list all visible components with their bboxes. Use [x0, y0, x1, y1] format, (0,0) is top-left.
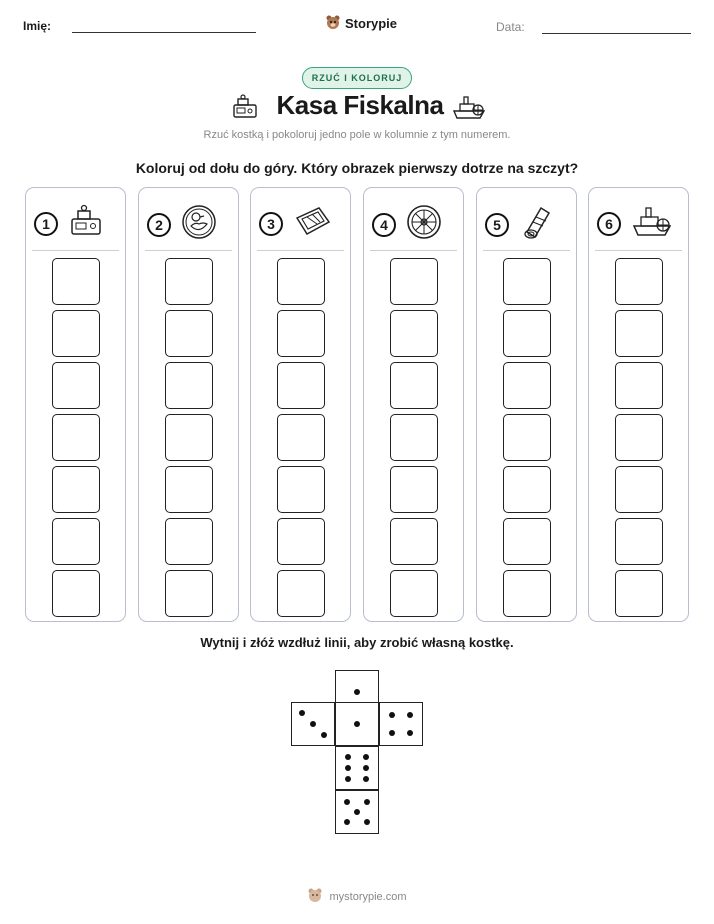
- color-cell[interactable]: [52, 362, 100, 409]
- footer: [0, 887, 714, 906]
- pip: [299, 710, 305, 716]
- pip: [310, 721, 316, 727]
- wheel-icon: [406, 204, 442, 245]
- bear-mascot-icon: [307, 887, 323, 906]
- color-cell[interactable]: [165, 362, 213, 409]
- column-header: [147, 204, 217, 245]
- pip: [363, 754, 369, 760]
- pip: [354, 809, 360, 815]
- die-face-right[interactable]: [379, 702, 423, 746]
- name-label: Imię:: [23, 19, 52, 33]
- pip: [364, 799, 370, 805]
- name-line[interactable]: [72, 32, 256, 33]
- column-header: [597, 204, 673, 243]
- color-cell[interactable]: [277, 414, 325, 461]
- bear-mascot-icon: [325, 14, 341, 33]
- pip: [354, 689, 360, 695]
- color-cell[interactable]: [277, 466, 325, 513]
- pip: [354, 721, 360, 727]
- column-header: [259, 204, 333, 243]
- column-header: [34, 204, 104, 243]
- column-2: [138, 187, 239, 622]
- steamboat-icon: [631, 204, 673, 243]
- color-cell[interactable]: [503, 570, 551, 617]
- pip: [345, 754, 351, 760]
- pip: [363, 765, 369, 771]
- column-1: [25, 187, 126, 622]
- column-number: 4: [372, 213, 396, 237]
- color-cell[interactable]: [52, 518, 100, 565]
- color-cell[interactable]: [615, 570, 663, 617]
- color-cell[interactable]: [277, 310, 325, 357]
- cash-register-icon: [231, 94, 259, 125]
- color-cell[interactable]: [165, 466, 213, 513]
- pip: [407, 730, 413, 736]
- column-divider: [370, 250, 457, 251]
- color-cell[interactable]: [277, 258, 325, 305]
- color-cell[interactable]: [52, 414, 100, 461]
- footer-url[interactable]: mystorypie.com: [329, 890, 407, 903]
- cash-register-icon: [68, 204, 104, 243]
- die-face-bottom-1[interactable]: [335, 746, 379, 790]
- color-cell[interactable]: [390, 362, 438, 409]
- column-4: [363, 187, 464, 622]
- column-divider: [145, 250, 232, 251]
- paper-roll-icon: [519, 204, 553, 245]
- column-number: 3: [259, 212, 283, 236]
- color-cell[interactable]: [503, 362, 551, 409]
- pip: [363, 776, 369, 782]
- activity-badge: RZUĆ I KOLORUJ: [302, 67, 412, 89]
- color-cell[interactable]: [615, 258, 663, 305]
- color-cell[interactable]: [52, 466, 100, 513]
- column-5: [476, 187, 577, 622]
- pip: [389, 730, 395, 736]
- color-cell[interactable]: [503, 414, 551, 461]
- column-header: [485, 204, 553, 245]
- steamboat-icon: [452, 93, 486, 126]
- color-cell[interactable]: [165, 414, 213, 461]
- color-cell[interactable]: [52, 258, 100, 305]
- color-cell[interactable]: [52, 310, 100, 357]
- column-divider: [483, 250, 570, 251]
- color-cell[interactable]: [503, 310, 551, 357]
- brand-name: Storypie: [345, 16, 398, 31]
- color-cell[interactable]: [390, 518, 438, 565]
- column-number: 2: [147, 213, 171, 237]
- color-cell[interactable]: [52, 570, 100, 617]
- color-cell[interactable]: [615, 466, 663, 513]
- page-title: Kasa Fiskalna: [276, 90, 444, 120]
- die-face-left[interactable]: [291, 702, 335, 746]
- column-number: 1: [34, 212, 58, 236]
- column-header: [372, 204, 442, 245]
- pip: [344, 819, 350, 825]
- color-cell[interactable]: [390, 310, 438, 357]
- column-divider: [595, 250, 682, 251]
- pip: [345, 776, 351, 782]
- column-6: [588, 187, 689, 622]
- color-cell[interactable]: [390, 570, 438, 617]
- money-tray-icon: [293, 204, 333, 243]
- pip: [321, 732, 327, 738]
- pip: [407, 712, 413, 718]
- color-cell[interactable]: [390, 414, 438, 461]
- pip: [364, 819, 370, 825]
- column-number: 5: [485, 213, 509, 237]
- date-label: Data:: [496, 20, 525, 34]
- color-cell[interactable]: [503, 518, 551, 565]
- duck-coin-icon: [181, 204, 217, 245]
- color-cell[interactable]: [615, 362, 663, 409]
- color-cell[interactable]: [165, 310, 213, 357]
- column-divider: [257, 250, 344, 251]
- column-divider: [32, 250, 119, 251]
- color-cell[interactable]: [390, 466, 438, 513]
- color-cell[interactable]: [615, 518, 663, 565]
- instruction: Koloruj od dołu do góry. Który obrazek pierwszy dotrze na szczyt?: [135, 160, 579, 176]
- column-number: 6: [597, 212, 621, 236]
- brand-logo: [325, 14, 397, 33]
- column-3: [250, 187, 351, 622]
- color-cell[interactable]: [503, 258, 551, 305]
- color-cell[interactable]: [277, 518, 325, 565]
- color-cell[interactable]: [503, 466, 551, 513]
- color-cell[interactable]: [615, 310, 663, 357]
- cut-instruction: Wytnij i złóż wzdłuż linii, aby zrobić własną kostkę.: [200, 635, 514, 650]
- date-line[interactable]: [542, 33, 691, 34]
- die-face-bottom-2[interactable]: [335, 790, 379, 834]
- color-cell[interactable]: [165, 518, 213, 565]
- color-cell[interactable]: [277, 570, 325, 617]
- color-cell[interactable]: [390, 258, 438, 305]
- color-cell[interactable]: [165, 570, 213, 617]
- pip: [344, 799, 350, 805]
- subtitle: Rzuć kostką i pokoloruj jedno pole w kolumnie z tym numerem.: [203, 129, 511, 141]
- die-face-center[interactable]: [335, 702, 379, 746]
- color-cell[interactable]: [165, 258, 213, 305]
- color-cell[interactable]: [615, 414, 663, 461]
- color-cell[interactable]: [277, 362, 325, 409]
- pip: [345, 765, 351, 771]
- pip: [389, 712, 395, 718]
